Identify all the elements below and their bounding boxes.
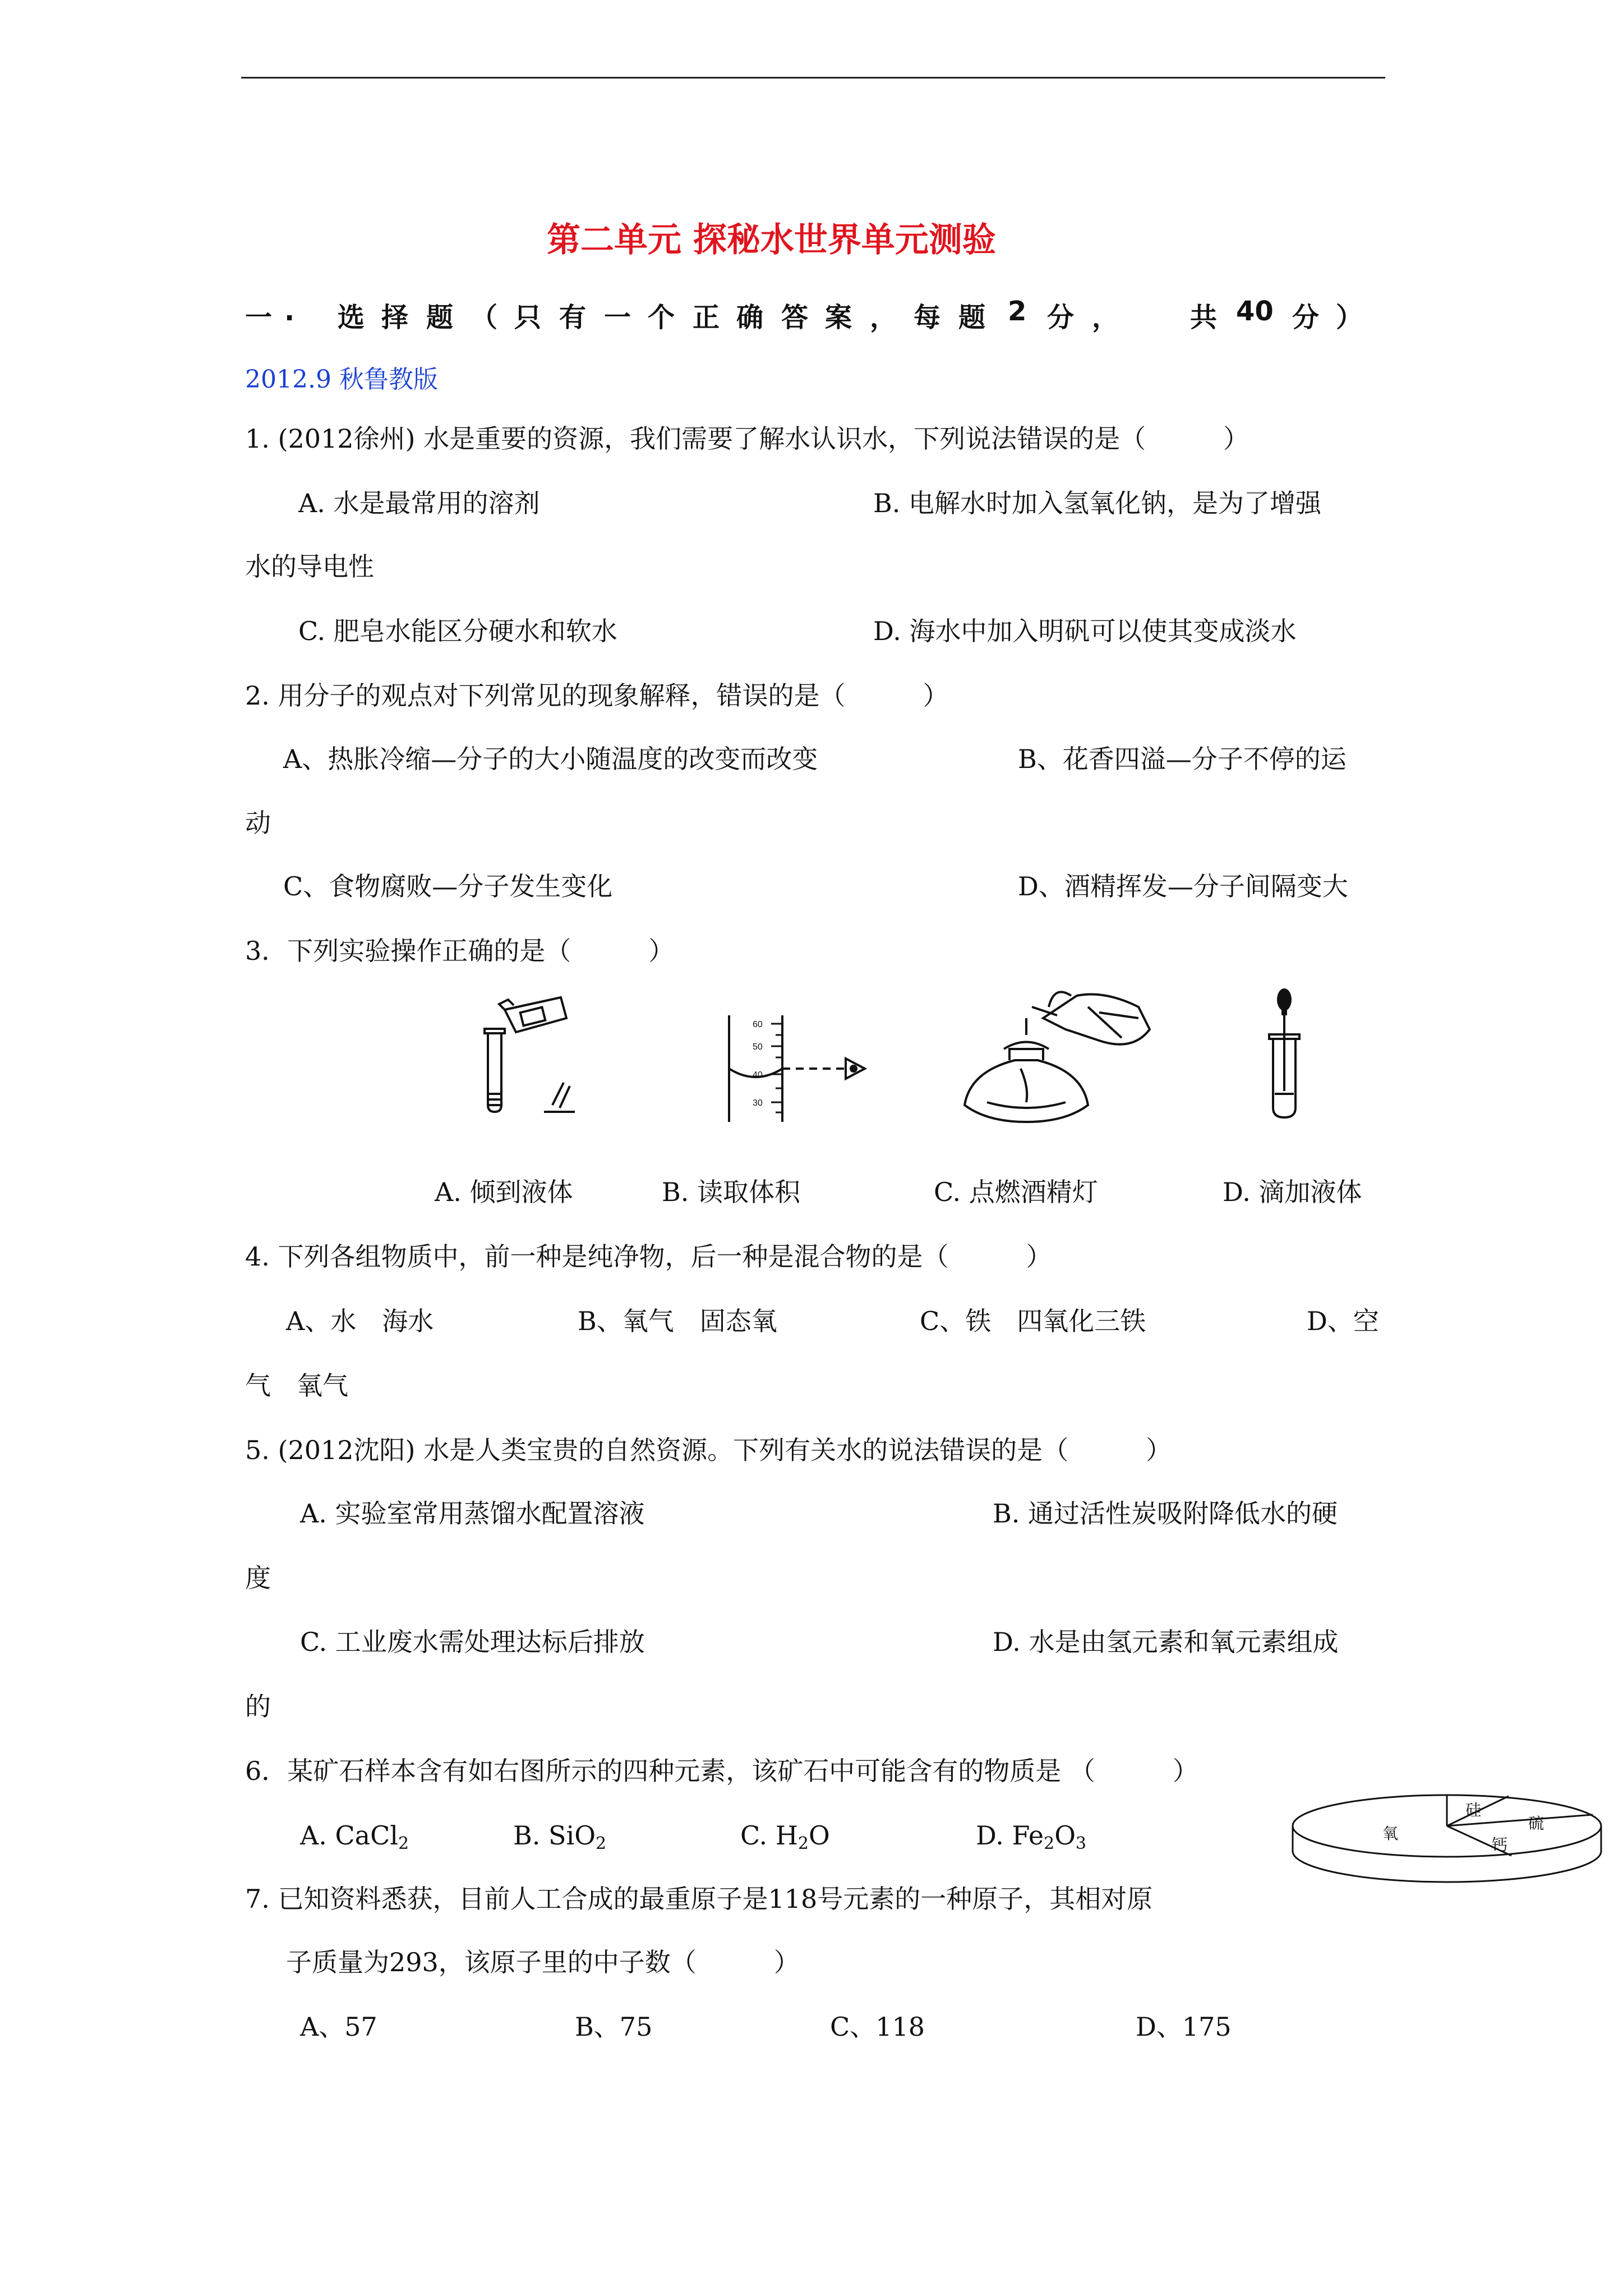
section-char: 2 [1008, 296, 1027, 327]
pie-label-sulfur: 硫 [1528, 1814, 1544, 1833]
q2-option-a: A、热胀冷缩—分子的大小随温度的改变而改变 [283, 744, 818, 774]
section-char: 每 [914, 302, 941, 333]
q7-option-c: C、118 [830, 2012, 925, 2042]
section-char: 一 [604, 302, 631, 333]
q7-stem-cont: 子质量为293，该原子里的中子数（ ） [286, 1947, 800, 1977]
section-char: . [284, 296, 295, 327]
q6-option-a-sub: 2 [398, 1834, 409, 1853]
q2-stem: 2. 用分子的观点对下列常见的现象解释，错误的是（ ） [245, 680, 949, 711]
q2-option-b-cont: 动 [245, 808, 271, 838]
section-char: 答 [781, 302, 809, 333]
section-char: 只 [514, 302, 542, 333]
q1-option-a: A. 水是最常用的溶剂 [298, 488, 540, 518]
section-char: ） [1336, 302, 1363, 333]
section-char: 题 [426, 302, 454, 333]
q6-option-d-sub: 3 [1075, 1834, 1087, 1853]
q6-option-d [976, 1819, 1086, 1861]
q1-option-b: B. 电解水时加入氢氧化钠，是为了增强 [873, 488, 1322, 518]
q2-option-d: D、酒精挥发—分子间隔变大 [1018, 871, 1348, 901]
q6-option-b-sub: 2 [595, 1834, 607, 1853]
cylinder-tick-label: 40 [753, 1070, 763, 1080]
section-char: 分 [1047, 302, 1075, 333]
q2-option-b: B、花香四溢—分子不停的运 [1018, 744, 1347, 774]
cylinder-reading-figure [718, 1013, 880, 1125]
q6-option-c [740, 1819, 830, 1861]
section-char: （ [471, 302, 498, 333]
q6-option-b [513, 1819, 606, 1861]
q3-option-b: B. 读取体积 [662, 1177, 801, 1207]
q1-option-b-cont: 水的导电性 [245, 551, 374, 582]
cylinder-tick-label: 60 [753, 1020, 763, 1029]
edition-label: 2012.9 秋鲁教版 [245, 365, 438, 394]
q4-option-d: D、空 [1307, 1306, 1379, 1336]
q4-stem: 4. 下列各组物质中，前一种是纯净物，后一种是混合物的是（ ） [245, 1241, 1052, 1272]
element-pie-figure [1287, 1789, 1607, 1902]
section-char: 正 [693, 302, 720, 333]
q7-stem: 7. 已知资料悉获，目前人工合成的最重原子是118号元素的一种原子，其相对原 [245, 1884, 1153, 1914]
q5-option-d: D. 水是由氢元素和氧元素组成 [993, 1627, 1339, 1657]
q6-option-b-text: B. SiO [513, 1820, 596, 1851]
pour-liquid-figure [482, 987, 578, 1116]
q1-option-c: C. 肥皂水能区分硬水和软水 [298, 616, 617, 646]
section-char: 题 [958, 302, 986, 333]
q4-option-a: A、水 海水 [286, 1306, 434, 1336]
q6-option-c-text: C. H [740, 1820, 798, 1851]
q3-option-d: D. 滴加液体 [1223, 1177, 1362, 1207]
q6-option-c-suffix: O [809, 1820, 830, 1851]
q6-stem: 6．某矿石样本含有如右图所示的四种元素，该矿石中可能含有的物质是 （ ） [245, 1756, 1198, 1786]
q5-option-d-cont: 的 [245, 1691, 271, 1722]
section-char: 共 [1190, 302, 1218, 333]
alcohol-lamp-figure [953, 984, 1155, 1125]
q7-option-b: B、75 [575, 2012, 653, 2042]
q6-option-d-mid: O [1054, 1820, 1076, 1851]
section-char: 个 [648, 302, 675, 333]
section-char: 选 [338, 302, 365, 333]
q3-option-a: A. 倾到液体 [435, 1177, 573, 1207]
q6-option-a [300, 1819, 409, 1861]
q5-option-b-cont: 度 [245, 1563, 271, 1593]
q1-stem: 1. (2012徐州) 水是重要的资源，我们需要了解水认识水，下列说法错误的是（ ） [245, 424, 1249, 454]
page-title: 第二单元 探秘水世界单元测验 [547, 220, 996, 260]
q5-stem: 5. (2012沈阳) 水是人类宝贵的自然资源。下列有关水的说法错误的是（ ） [245, 1435, 1172, 1465]
dropper-figure [1259, 987, 1315, 1122]
pie-label-calcium: 钙 [1492, 1835, 1508, 1854]
section-title [245, 296, 1367, 333]
cylinder-tick-label: 50 [753, 1042, 763, 1052]
q4-option-b: B、氧气 固态氧 [578, 1306, 777, 1336]
q6-option-d-sub: 2 [1044, 1834, 1055, 1853]
q7-option-d: D、175 [1136, 2012, 1232, 2042]
section-char: ， [870, 302, 897, 333]
q4-option-d-cont: 气 氧气 [245, 1370, 348, 1401]
q4-option-c: C、铁 四氧化三铁 [920, 1306, 1146, 1336]
section-char: 确 [736, 302, 764, 333]
q5-option-b: B. 通过活性炭吸附降低水的硬 [993, 1498, 1338, 1529]
q5-option-a: A. 实验室常用蒸馏水配置溶液 [300, 1498, 645, 1529]
q1-option-d: D. 海水中加入明矾可以使其变成淡水 [873, 616, 1297, 646]
section-char: 择 [381, 302, 409, 333]
section-char: 分 [1292, 302, 1320, 333]
section-char: 案 [825, 302, 852, 333]
cylinder-tick-label: 30 [753, 1098, 763, 1108]
q6-option-c-sub: 2 [797, 1834, 809, 1853]
q3-option-c: C. 点燃酒精灯 [934, 1177, 1098, 1207]
section-char: 40 [1236, 296, 1274, 327]
q6-option-d-text: D. Fe [976, 1820, 1044, 1851]
q6-option-a-text: A. CaCl [300, 1820, 398, 1851]
section-char: 有 [559, 302, 587, 333]
header-rule [241, 77, 1385, 79]
q7-option-a: A、57 [300, 2012, 377, 2042]
section-char: ， [1092, 302, 1119, 333]
pie-label-oxygen: 氧 [1382, 1824, 1399, 1843]
pie-label-silicon: 硅 [1465, 1801, 1482, 1819]
q3-stem: 3．下列实验操作正确的是（ ） [245, 936, 675, 966]
q2-option-c: C、食物腐败—分子发生变化 [283, 871, 613, 901]
section-char: 一 [245, 302, 273, 333]
q5-option-c: C. 工业废水需处理达标后排放 [300, 1627, 645, 1657]
